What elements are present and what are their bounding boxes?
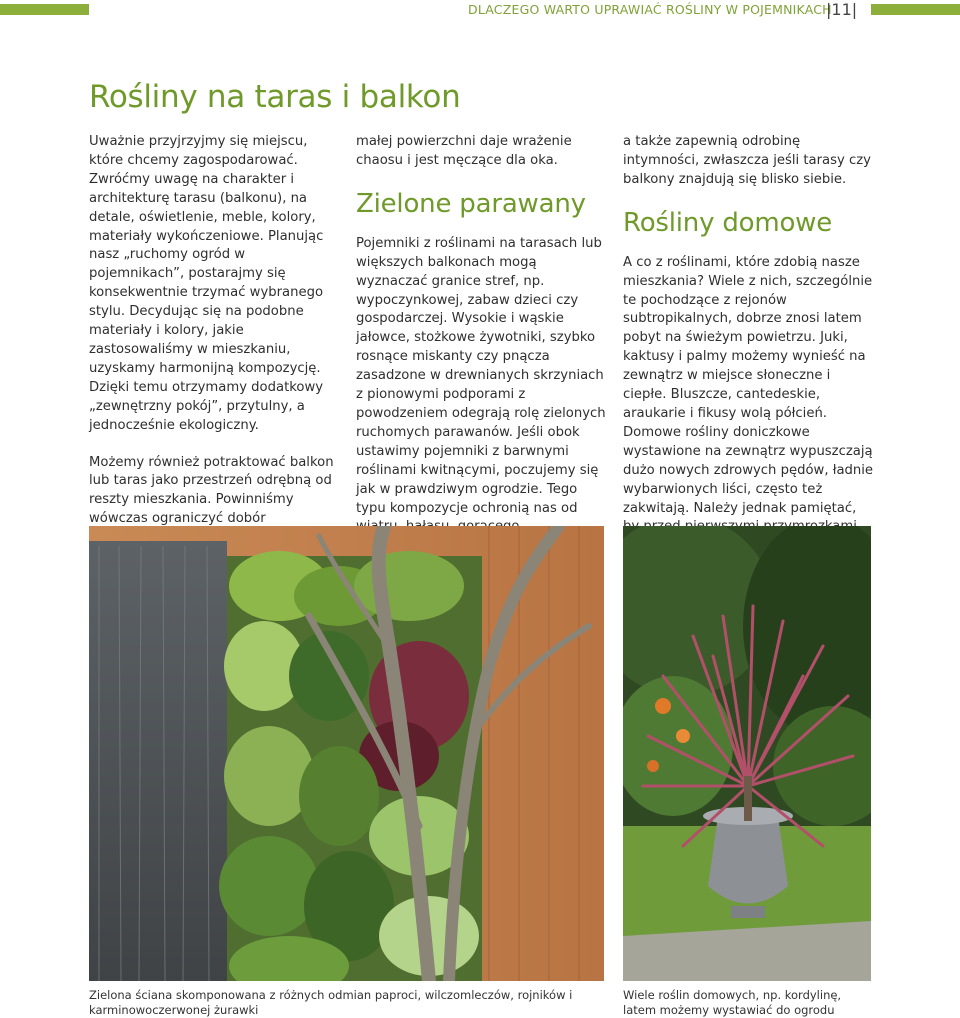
- header-accent-bar-left: [0, 4, 89, 15]
- text-column-1: [89, 133, 341, 567]
- paragraph: Uważnie przyjrzyjmy się miejscu, które chcemy zagospodarować. Zwróćmy uwagę na charakter i architekturę tarasu (balkonu), na detale, oświetlenie, meble, kolory, materiały wykończeniowe. Planując nasz „ruchomy ogród w pojemnikach”, postarajmy się konsekwentnie trzymać wybranego stylu. Decydując się na podobne materiały i kolory, jakie zastosowaliśmy w mieszkaniu, uzyskamy harmonijną kompozycję. Dzięki temu otrzymamy dodatkowy „zewnętrzny pokój”, przytulny, a jednocześnie ekologiczny.: [89, 134, 324, 433]
- paragraph: A co z roślinami, które zdobią nasze mieszkania? Wiele z nich, szczególnie te pochodzące z rejonów subtropikalnych, dobrze znosi latem pobyt na świeżym powietrzu. Juki, kaktusy i palmy możemy wynieść na zewnątrz w miejsce słoneczne i ciepłe. Bluszcze, cantedeskie, araukarie i fikusy wolą półcień. Domowe rośliny doniczkowe wystawione na zewnątrz wypuszczają dużo nowych zdrowych pędów, ładnie wybarwionych liści, często też zakwitają. Należy jednak pamiętać,: [623, 254, 874, 516]
- figure-caption-cordyline: Wiele roślin domowych, np. kordylinę, latem możemy wystawiać do ogrodu: [623, 988, 842, 1017]
- section-heading-house-plants: Rośliny domowe: [623, 207, 833, 238]
- paragraph: małej powierzchni daje wrażenie chaosu i jest męczące dla oka.: [356, 134, 572, 168]
- paragraph: Pojemniki z roślinami na tarasach lub większych balkonach mogą wyznaczać granice stref, np. wypoczynkowej, zabaw dzieci czy gospodarczej. Wysokie i wąskie jałowce, stożkowe żywotniki, szybko rosnące miskanty czy pnącza zasadzone w drewnianych skrzyniach z pionowymi podporami z powodzeniem odegrają rolę zielonych ruchomych parawanów. Jeśli obok ustawimy pojemniki z barwnymi roślinami kwitnącymi, poczujemy się jak w prawdziwym ogrodzie. Tego typu kompozycje ochronią nas od: [356, 235, 606, 516]
- figure-caption-green-wall: Zielona ściana skomponowana z różnych odmian paproci, wilczomleczów, rojników i karminowoczerwonej żurawki: [89, 988, 573, 1017]
- section-heading-green-screens: Zielone parawany: [356, 188, 586, 219]
- page-number: |11|: [826, 0, 858, 19]
- photo-cordyline-pot: [623, 526, 871, 981]
- running-header-title: DLACZEGO WARTO UPRAWIAĆ ROŚLINY W POJEMNIKACH: [468, 2, 832, 17]
- header-accent-bar-right: [871, 4, 960, 15]
- paragraph: a także zapewnią odrobinę intymności, zwłaszcza jeśli tarasy czy balkony znajdują się blisko siebie.: [623, 134, 871, 187]
- page-title: Rośliny na taras i balkon: [89, 79, 461, 115]
- green-wall-illustration: [89, 526, 604, 981]
- cordyline-illustration: [623, 526, 871, 981]
- paragraph: Możemy również potraktować balkon lub taras jako przestrzeń odrębną od reszty mieszkania. Powinniśmy wówczas ograniczyć dobór: [89, 454, 334, 527]
- photo-green-wall: [89, 526, 604, 981]
- text-column-3: [623, 133, 875, 537]
- text-column-2: [356, 133, 608, 556]
